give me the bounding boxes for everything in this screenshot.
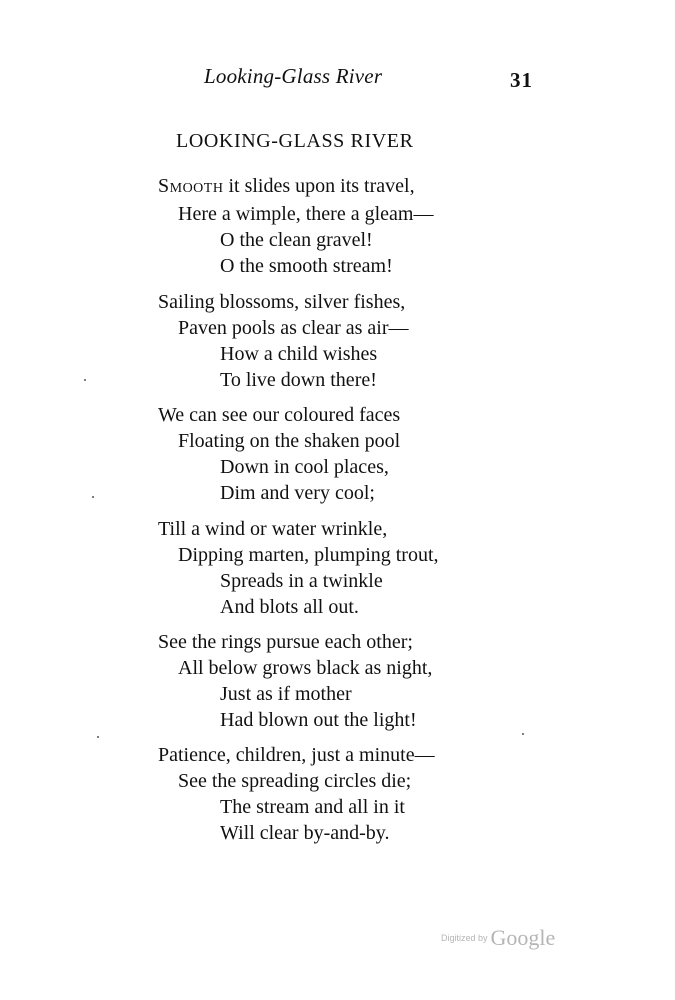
stanza-first-word: Smooth: [158, 175, 224, 197]
poem-line-text: it slides upon its travel,: [223, 175, 415, 197]
poem-line: Down in cool places,: [220, 456, 389, 478]
poem-line: Spreads in a twinkle: [220, 570, 383, 592]
scan-speck: [84, 379, 86, 381]
scan-speck: [92, 496, 94, 498]
poem-line: How a child wishes: [220, 343, 378, 365]
watermark-prefix: Digitized by: [441, 933, 488, 943]
poem-line: See the spreading circles die;: [178, 770, 412, 792]
poem-line: Paven pools as clear as air—: [178, 317, 409, 339]
poem-line: Dipping marten, plumping trout,: [178, 544, 439, 566]
poem-line: See the rings pursue each other;: [158, 631, 413, 653]
watermark-brand-logo: Google: [490, 925, 556, 950]
scan-speck: [522, 733, 524, 735]
poem-line: [158, 174, 415, 198]
poem-line: Here a wimple, there a gleam—: [178, 203, 434, 225]
poem-line: The stream and all in it: [220, 796, 405, 818]
scan-speck: [97, 736, 99, 738]
poem-line: O the clean gravel!: [220, 229, 373, 251]
poem-line: Sailing blossoms, silver fishes,: [158, 291, 406, 313]
digitized-watermark: [441, 925, 555, 951]
poem-line: Just as if mother: [220, 683, 352, 705]
poem-line: Floating on the shaken pool: [178, 430, 401, 452]
poem-line: To live down there!: [220, 369, 377, 391]
poem-line: And blots all out.: [220, 596, 359, 618]
poem-title: LOOKING-GLASS RIVER: [176, 130, 414, 152]
poem-line: Till a wind or water wrinkle,: [158, 518, 388, 540]
poem-line: O the smooth stream!: [220, 255, 393, 277]
page-number: 31: [510, 68, 533, 92]
poem-line: We can see our coloured faces: [158, 404, 401, 426]
poem-line: Had blown out the light!: [220, 709, 417, 731]
poem-line: All below grows black as night,: [178, 657, 433, 679]
running-head-title: Looking-Glass River: [204, 64, 383, 88]
poem-line: Dim and very cool;: [220, 482, 375, 504]
poem-line: Patience, children, just a minute—: [158, 744, 435, 766]
poem-line: Will clear by-and-by.: [220, 822, 390, 844]
